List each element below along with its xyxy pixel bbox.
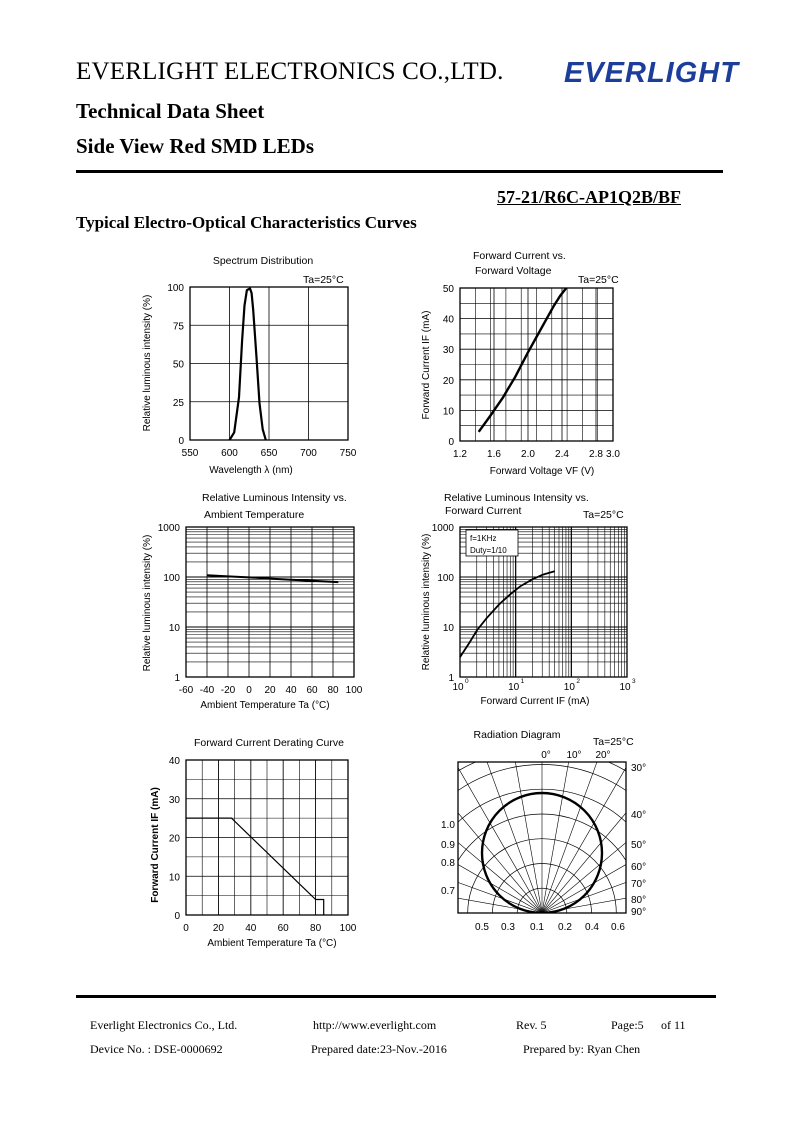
iv-temp-x-label: Ambient Temperature Ta (°C) <box>200 700 330 711</box>
iv-temp-y-tick-label: 100 <box>163 573 180 584</box>
radiation-grid-ray <box>542 761 669 913</box>
iv-temp-title-line2: Ambient Temperature <box>204 509 305 521</box>
product-title: Side View Red SMD LEDs <box>76 134 315 158</box>
iv-temp-x-tick-label: 20 <box>264 685 276 696</box>
iv-if-note-duty: Duty=1/10 <box>470 546 507 555</box>
if-vf-y-label: Forward Current IF (mA) <box>421 310 432 420</box>
radiation-radial-label: 0.7 <box>441 886 455 897</box>
iv-if-x-tick-exponent: 0 <box>465 678 469 685</box>
radiation-radial-label: 0.8 <box>441 858 455 869</box>
radiation-angle-label-top: 0° <box>541 750 551 761</box>
if-vf-chart <box>421 250 620 477</box>
radiation-angle-label-right: 60° <box>631 862 647 873</box>
if-vf-y-tick-label: 40 <box>442 314 454 326</box>
derating-series-line <box>186 818 324 915</box>
if-vf-x-tick-label: 2.4 <box>555 449 569 460</box>
radiation-angle-label-right: 90° <box>631 907 647 918</box>
footer-prepared-date: Prepared date:23-Nov.-2016 <box>311 1042 447 1056</box>
iv-if-x-tick-label: 10 <box>619 682 631 693</box>
iv-temp-x-tick-label: -20 <box>220 685 236 696</box>
derating-title: Forward Current Derating Curve <box>194 737 344 749</box>
radiation-chart <box>344 715 740 990</box>
radiation-radial-label: 1.0 <box>441 820 455 831</box>
spectrum-x-tick-label: 650 <box>260 448 278 459</box>
spectrum-x-tick-label: 700 <box>300 448 317 459</box>
iv-temp-x-tick-label: 0 <box>246 685 252 696</box>
if-vf-y-tick-label: 50 <box>442 284 454 295</box>
derating-y-tick-label: 40 <box>168 756 180 767</box>
iv-if-x-tick-label: 10 <box>563 682 575 693</box>
radiation-grid-ray <box>542 786 694 913</box>
radiation-angle-label-right: 30° <box>631 763 647 774</box>
svg-text:EVERLIGHT: EVERLIGHT <box>564 57 739 87</box>
derating-y-tick-label: 0 <box>174 911 180 922</box>
radiation-bottom-label: 0.2 <box>558 922 572 933</box>
iv-temp-title-line1: Relative Luminous Intensity vs. <box>202 492 347 504</box>
radiation-grid-ray <box>371 814 542 913</box>
footer-url: http://www.everlight.com <box>313 1018 437 1032</box>
radiation-bottom-label: 0.4 <box>585 922 599 933</box>
spectrum-y-tick-label: 25 <box>172 397 184 409</box>
radiation-bottom-label: 0.6 <box>611 922 625 933</box>
derating-y-label: Forward Current IF (mA) <box>150 787 161 903</box>
iv-if-x-tick-label: 10 <box>452 682 464 693</box>
part-number: 57-21/R6C-AP1Q2B/BF <box>497 187 681 207</box>
footer-rev: Rev. 5 <box>516 1018 547 1032</box>
section-title: Typical Electro-Optical Characteristics Curves <box>76 213 417 232</box>
iv-temp-x-tick-label: 40 <box>285 685 297 696</box>
if-vf-title-line2: Forward Voltage <box>475 265 552 277</box>
radiation-annotation: Ta=25°C <box>593 736 634 748</box>
radiation-grid-ray <box>356 845 542 913</box>
company-name: EVERLIGHT ELECTRONICS CO.,LTD. <box>76 58 504 85</box>
iv-temp-x-tick-label: -60 <box>178 685 194 696</box>
iv-temp-x-tick-label: 60 <box>306 685 318 696</box>
iv-if-annotation: Ta=25°C <box>583 509 624 521</box>
footer-page-total: of 11 <box>661 1018 686 1032</box>
iv-if-y-tick-label: 1000 <box>431 523 454 534</box>
derating-x-tick-label: 20 <box>212 923 224 934</box>
radiation-title: Radiation Diagram <box>473 729 561 741</box>
radiation-grid-ray <box>474 727 542 913</box>
derating-y-tick-label: 30 <box>168 794 180 806</box>
if-vf-title-line1: Forward Current vs. <box>473 250 566 262</box>
iv-if-title-line2: Forward Current <box>445 505 522 517</box>
iv-if-x-label: Forward Current IF (mA) <box>480 696 590 707</box>
spectrum-x-label: Wavelength λ (nm) <box>209 465 293 476</box>
iv-temp-x-tick-label: 100 <box>345 685 363 696</box>
spectrum-y-label: Relative luminous intensity (%) <box>142 294 153 432</box>
radiation-angle-label-right: 70° <box>631 879 647 890</box>
radiation-angle-label-right: 50° <box>631 840 647 851</box>
radiation-bottom-label: 0.5 <box>475 922 489 933</box>
spectrum-x-tick-label: 600 <box>221 448 238 459</box>
spectrum-x-tick-label: 750 <box>339 448 357 459</box>
spectrum-y-tick-label: 100 <box>167 283 184 294</box>
derating-y-tick-label: 10 <box>168 872 180 884</box>
footer-device: Device No. : DSE-0000692 <box>90 1042 223 1056</box>
iv-if-y-label: Relative luminous intensity (%) <box>421 533 432 671</box>
spectrum-annotation: Ta=25°C <box>303 274 344 286</box>
iv-if-x-tick-exponent: 1 <box>520 678 525 685</box>
derating-y-tick-label: 20 <box>168 833 180 845</box>
if-vf-y-tick-label: 20 <box>442 375 454 387</box>
iv-if-title-line1: Relative Luminous Intensity vs. <box>444 492 589 504</box>
if-vf-x-tick-label: 1.2 <box>453 449 467 460</box>
iv-temp-y-tick-label: 1 <box>174 673 180 684</box>
radiation-radial-label: 0.9 <box>441 840 455 851</box>
spectrum-y-tick-label: 0 <box>178 436 184 447</box>
footer-divider <box>76 995 716 998</box>
iv-if-x-tick-label: 10 <box>508 682 520 693</box>
doc-title: Technical Data Sheet <box>76 99 265 123</box>
radiation-grid-ray <box>542 814 713 913</box>
radiation-bottom-label: 0.1 <box>530 922 544 933</box>
iv-temp-y-tick-label: 10 <box>168 623 180 634</box>
derating-chart <box>150 737 357 949</box>
derating-x-tick-label: 40 <box>245 923 257 934</box>
spectrum-title: Spectrum Distribution <box>212 255 314 267</box>
iv-if-note-frequency: f=1KHz <box>470 534 497 543</box>
spectrum-x-tick-label: 550 <box>181 448 199 459</box>
spectrum-y-tick-label: 75 <box>172 321 184 333</box>
iv-if-x-tick-exponent: 2 <box>576 678 580 685</box>
if-vf-x-tick-label: 1.6 <box>487 449 501 460</box>
radiation-angle-label-top: 20° <box>595 750 611 761</box>
iv-temp-chart <box>142 492 363 711</box>
radiation-angle-label-right: 80° <box>631 895 647 906</box>
radiation-grid-ray <box>415 761 542 913</box>
footer-company: Everlight Electronics Co., Ltd. <box>90 1018 238 1032</box>
derating-x-label: Ambient Temperature Ta (°C) <box>207 938 337 949</box>
iv-temp-x-tick-label: 80 <box>327 685 339 696</box>
iv-temp-x-tick-label: -40 <box>199 685 215 696</box>
if-vf-x-tick-label: 3.0 <box>606 449 620 460</box>
derating-x-tick-label: 0 <box>183 923 189 934</box>
radiation-bottom-label: 0.3 <box>501 922 515 933</box>
spectrum-series-line <box>230 289 266 441</box>
if-vf-annotation: Ta=25°C <box>578 274 619 286</box>
if-vf-x-tick-label: 2.8 <box>589 449 603 460</box>
if-vf-x-tick-label: 2.0 <box>521 449 535 460</box>
if-vf-y-tick-label: 10 <box>442 406 454 418</box>
derating-x-tick-label: 100 <box>339 923 357 934</box>
iv-if-y-tick-label: 100 <box>437 573 454 584</box>
if-vf-y-tick-label: 0 <box>448 437 454 448</box>
derating-x-tick-label: 60 <box>277 923 289 934</box>
radiation-angle-label-top: 10° <box>566 750 582 761</box>
footer-page: Page:5 <box>611 1018 644 1032</box>
spectrum-chart <box>142 255 357 476</box>
iv-if-y-tick-label: 1 <box>448 673 454 684</box>
iv-if-y-tick-label: 10 <box>442 623 454 634</box>
iv-if-chart <box>421 492 636 707</box>
radiation-angle-label-right: 40° <box>631 810 647 821</box>
if-vf-y-tick-label: 30 <box>442 345 454 357</box>
iv-temp-series-line <box>207 575 338 582</box>
iv-temp-y-tick-label: 1000 <box>157 523 180 534</box>
if-vf-x-label: Forward Voltage VF (V) <box>489 466 595 477</box>
derating-x-tick-label: 80 <box>310 923 322 934</box>
iv-temp-y-label: Relative luminous intensity (%) <box>142 534 153 672</box>
spectrum-y-tick-label: 50 <box>172 359 184 371</box>
footer-prepared-by: Prepared by: Ryan Chen <box>523 1042 641 1056</box>
radiation-grid-ray <box>390 786 542 913</box>
iv-if-x-tick-exponent: 3 <box>632 678 636 685</box>
